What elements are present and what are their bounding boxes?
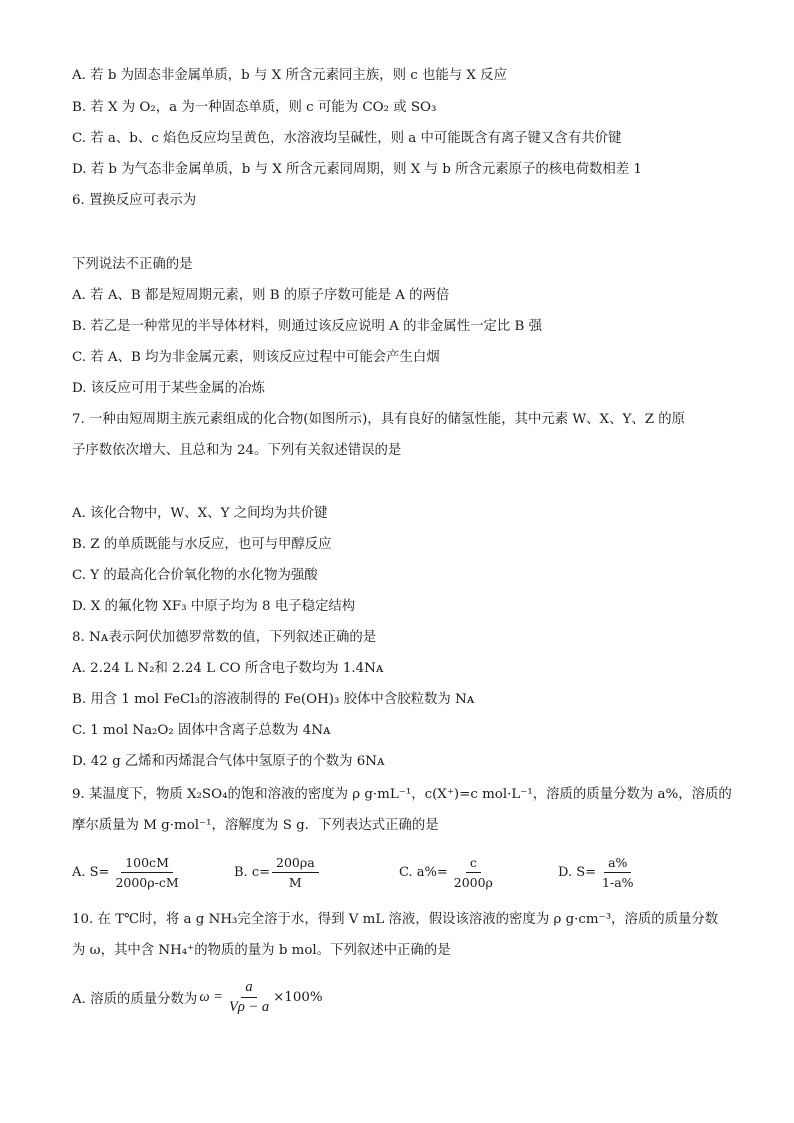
q9-option-d-numerator: a% (604, 855, 631, 873)
q10-stem-line2: 为 ω，其中含 NH₄⁺的物质的量为 b mol。下列叙述中正确的是 (72, 943, 451, 958)
q9-option-c-fraction (450, 855, 497, 890)
q8-option-d: D. 42 g 乙烯和丙烯混合气体中氢原子的个数为 6Nᴀ (72, 754, 385, 769)
q9-option-c-label: C. a%= (399, 864, 448, 880)
q9-option-a-label: A. S= (72, 864, 110, 880)
q7-option-c: C. Y 的最高化合价氧化物的水化物为强酸 (72, 568, 318, 583)
q6-option-d: D. 该反应可用于某些金属的冶炼 (72, 381, 265, 396)
q7-stem-line2: 子序数依次增大、且总和为 24。下列有关叙述错误的是 (72, 443, 402, 458)
q9-stem-line1: 9. 某温度下，物质 X₂SO₄的饱和溶液的密度为 ρ g·mL⁻¹，c(X⁺)=c mol·L⁻¹，溶质的质量分数为 a%，溶质的 (72, 787, 732, 802)
q8-stem: 8. Nᴀ表示阿伏加德罗常数的值，下列叙述正确的是 (72, 630, 377, 645)
q10-option-a-fraction (225, 980, 273, 1015)
q6-prompt: 下列说法不正确的是 (72, 257, 193, 272)
q7-option-d: D. X 的氟化物 XF₃ 中原子均为 8 电子稳定结构 (72, 599, 356, 614)
q9-option-a-denominator: 2000ρ-cM (115, 874, 179, 890)
q10-option-a-tail: ×100% (273, 989, 323, 1005)
q9-option-d (558, 850, 638, 894)
q10-option-a-numerator: a (241, 980, 256, 998)
q9-option-b-numerator: 200ρa (272, 855, 319, 873)
q7-stem-line1: 7. 一种由短周期主族元素组成的化合物(如图所示)，具有良好的储氢性能，其中元素 W、X、Y、Z 的原 (72, 412, 686, 427)
q9-formula-options (72, 850, 732, 894)
q8-option-b: B. 用含 1 mol FeCl₃的溶液制得的 Fe(OH)₃ 胶体中含胶粒数为 Nᴀ (72, 692, 475, 707)
q9-option-c-numerator: c (466, 855, 481, 873)
q9-option-a-fraction (111, 855, 182, 890)
q9-stem-line2: 摩尔质量为 M g·mol⁻¹，溶解度为 S g．下列表达式正确的是 (72, 818, 439, 833)
q5-option-a: A. 若 b 为固态非金属单质，b 与 X 所含元素同主族，则 c 也能与 X 反应 (72, 68, 507, 83)
q6-stem: 6. 置换反应可表示为 (72, 193, 197, 208)
q9-option-c (399, 850, 497, 894)
q9-option-c-denominator: 2000ρ (453, 874, 493, 890)
q5-option-b: B. 若 X 为 O₂，a 为一种固态单质，则 c 可能为 CO₂ 或 SO₃ (72, 100, 437, 115)
q10-option-a (72, 975, 323, 1019)
q5-option-d: D. 若 b 为气态非金属单质，b 与 X 所含元素同周期，则 X 与 b 所含元素原子的核电荷数相差 1 (72, 162, 642, 177)
q6-option-c: C. 若 A、B 均为非金属元素，则该反应过程中可能会产生白烟 (72, 350, 440, 365)
q9-option-a (72, 850, 183, 894)
q8-option-c: C. 1 mol Na₂O₂ 固体中含离子总数为 4Nᴀ (72, 723, 331, 738)
q10-option-a-label: A. 溶质的质量分数为 (72, 991, 198, 1007)
q9-option-b-denominator: M (288, 874, 302, 890)
q9-option-b-label: B. c= (234, 864, 270, 880)
q9-option-d-denominator: 1-a% (602, 874, 634, 890)
q6-option-a: A. 若 A、B 都是短周期元素，则 B 的原子序数可能是 A 的两倍 (72, 288, 450, 303)
q5-option-c: C. 若 a、b、c 焰色反应均呈黄色，水溶液均呈碱性，则 a 中可能既含有离子键又含有共价键 (72, 131, 622, 146)
q9-option-b (234, 850, 319, 894)
q10-option-a-denominator: Vρ − a (228, 998, 270, 1015)
q6-option-b: B. 若乙是一种常见的半导体材料，则通过该反应说明 A 的非金属性一定比 B 强 (72, 319, 542, 334)
q7-option-b: B. Z 的单质既能与水反应，也可与甲醇反应 (72, 537, 332, 552)
q7-option-a: A. 该化合物中，W、X、Y 之间均为共价键 (72, 506, 328, 521)
q8-option-a: A. 2.24 L N₂和 2.24 L CO 所含电子数均为 1.4Nᴀ (72, 661, 384, 676)
q10-option-a-symbol: ω = (199, 988, 223, 1005)
q9-option-d-label: D. S= (558, 864, 597, 880)
q10-stem-line1: 10. 在 T℃时，将 a g NH₃完全溶于水，得到 V mL 溶液，假设该溶液的密度为 ρ g·cm⁻³，溶质的质量分数 (72, 912, 719, 927)
q9-option-b-fraction (272, 855, 319, 890)
q9-option-a-numerator: 100cM (121, 855, 173, 873)
q9-option-d-fraction (598, 855, 638, 890)
